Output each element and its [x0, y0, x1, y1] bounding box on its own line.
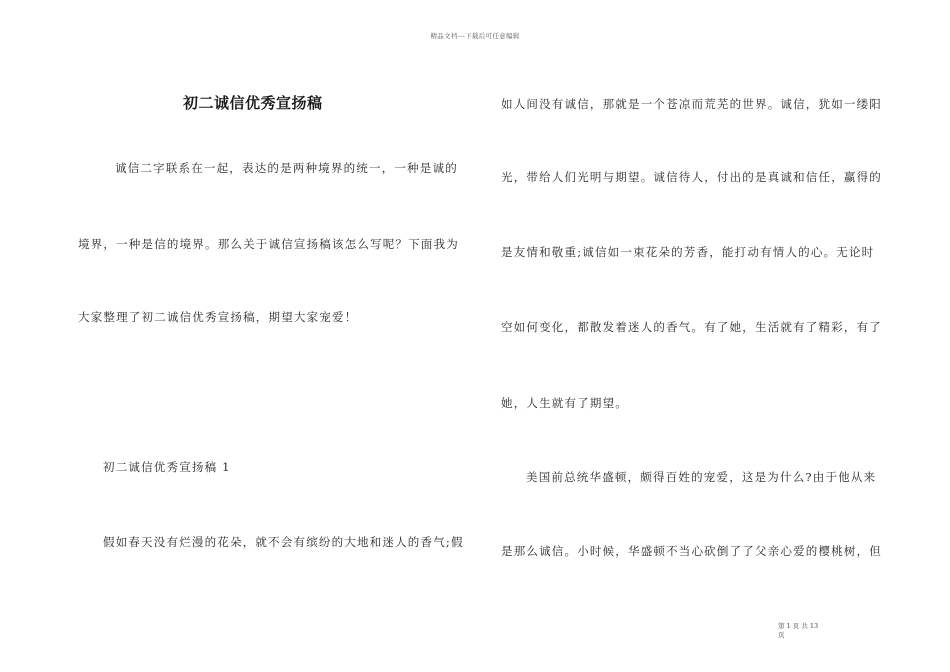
- paragraph-line: 美国前总统华盛顿，颇得百姓的宠爱，这是为什么?由于他从来: [526, 470, 877, 484]
- page-header: 精品文档---下载后可任意编辑: [430, 32, 520, 40]
- page-number-line2: 页: [778, 631, 785, 639]
- section-heading: 初二诚信优秀宣扬稿 1: [103, 460, 231, 474]
- paragraph-line: 假如春天没有烂漫的花朵，就不会有缤纷的大地和迷人的香气;假: [103, 535, 464, 549]
- paragraph-line: 她，人生就有了期望。: [501, 396, 628, 410]
- paragraph-line: 光，带给人们光明与期望。诚信待人，付出的是真诚和信任，赢得的: [501, 170, 882, 184]
- paragraph-line: 境界，一种是信的境界。那么关于诚信宣扬稿该怎么写呢？下面我为: [78, 237, 459, 251]
- document-title: 初二诚信优秀宣扬稿: [183, 94, 323, 112]
- page-number-line1: 第 1 页 共 13: [778, 622, 819, 630]
- paragraph-line: 是友情和敬重;诚信如一束花朵的芳香，能打动有情人的心。无论时: [501, 245, 875, 259]
- page-footer: [778, 622, 818, 640]
- paragraph-line: 如人间没有诚信，那就是一个苍凉而荒芜的世界。诚信，犹如一缕阳: [501, 97, 882, 111]
- paragraph-line: 是那么诚信。小时候，华盛顿不当心砍倒了了父亲心爱的樱桃树，但: [501, 544, 882, 558]
- paragraph-line: 空如何变化，都散发着迷人的香气。有了她，生活就有了精彩，有了: [501, 320, 882, 334]
- paragraph-line: 大家整理了初二诚信优秀宣扬稿，期望大家宠爱！: [78, 310, 358, 324]
- paragraph-line: 诚信二字联系在一起，表达的是两种境界的统一，一种是诚的: [115, 161, 458, 175]
